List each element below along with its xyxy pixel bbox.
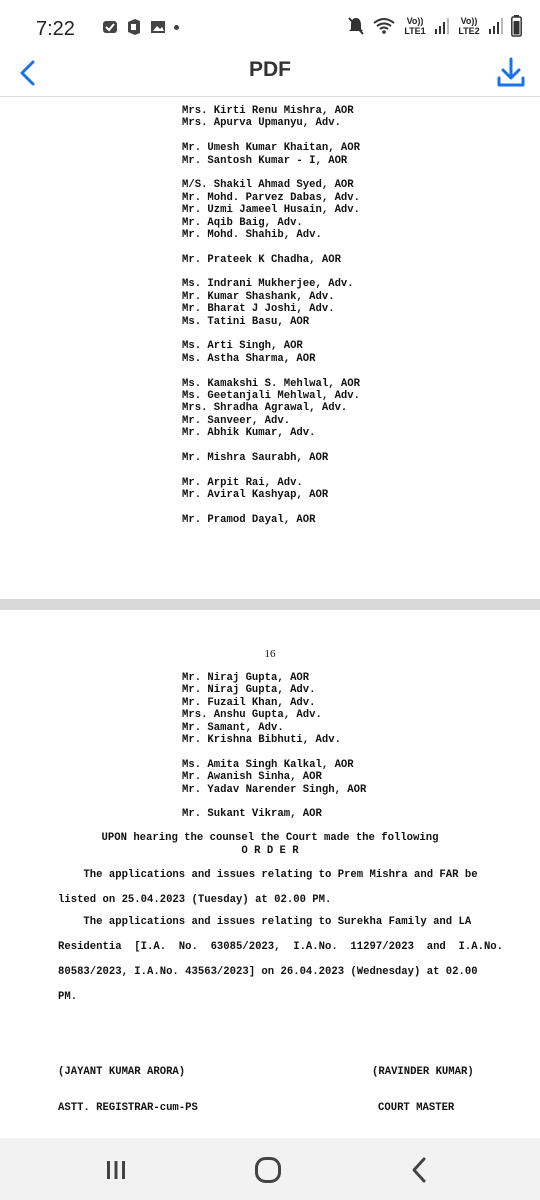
- counsel-name: Mr. Sukant Vikram, AOR: [182, 808, 322, 821]
- counsel-list: [182, 105, 360, 539]
- counsel-group: [182, 142, 360, 167]
- counsel-group: [182, 672, 366, 746]
- paragraph-line: The applications and issues relating to Prem Mishra and FAR be: [58, 869, 478, 881]
- signature-left: [58, 1042, 198, 1138]
- counsel-group: [182, 514, 360, 526]
- counsel-name: Mr. Bharat J Joshi, Adv.: [182, 303, 335, 316]
- counsel-name: Mr. Prateek K Chadha, AOR: [182, 253, 341, 266]
- counsel-group: [182, 278, 360, 328]
- pdf-page[interactable]: [0, 610, 540, 1138]
- app-bar: [0, 52, 540, 97]
- counsel-name: Ms. Amita Singh Kalkal, AOR: [182, 758, 354, 771]
- counsel-name: Mr. Awanish Sinha, AOR: [182, 771, 322, 784]
- counsel-name: Mr. Samant, Adv.: [182, 721, 284, 734]
- counsel-name: Mr. Mohd. Shahib, Adv.: [182, 228, 322, 241]
- paragraph-line: The applications and issues relating to Surekha Family and LA: [58, 916, 472, 928]
- paragraph-line: Residentia [I.A. No. 63085/2023, I.A.No. 11297/2023 and I.A.No.: [58, 941, 504, 953]
- download-icon[interactable]: [492, 54, 530, 92]
- signature-title: COURT MASTER: [378, 1102, 455, 1114]
- pdf-page[interactable]: [0, 97, 540, 599]
- counsel-group: [182, 378, 360, 440]
- signature-name: (RAVINDER KUMAR): [372, 1066, 474, 1078]
- battery-icon: [511, 15, 522, 37]
- order-paragraph: [58, 916, 504, 1016]
- counsel-name: Mrs. Shradha Agrawal, Adv.: [182, 402, 348, 415]
- counsel-group: [182, 452, 360, 464]
- status-system-icons: [347, 15, 522, 37]
- counsel-name: Ms. Arti Singh, AOR: [182, 340, 303, 353]
- counsel-name: Mrs. Kirti Renu Mishra, AOR: [182, 105, 354, 117]
- counsel-name: Mr. Niraj Gupta, AOR: [182, 672, 310, 684]
- signature-right: [372, 1042, 474, 1138]
- counsel-name: Mrs. Anshu Gupta, Adv.: [182, 709, 322, 722]
- counsel-list: [182, 672, 366, 833]
- counsel-group: [182, 179, 360, 241]
- wifi-icon: [373, 17, 395, 35]
- counsel-group: [182, 759, 366, 796]
- paragraph-line: listed on 25.04.2023 (Tuesday) at 02.00 PM.: [58, 894, 332, 906]
- counsel-name: Mr. Sanveer, Adv.: [182, 414, 291, 427]
- counsel-name: Mr. Aqib Baig, Adv.: [182, 216, 303, 229]
- counsel-group: [182, 808, 366, 820]
- counsel-group: [182, 254, 360, 266]
- counsel-name: Mr. Mishra Saurabh, AOR: [182, 451, 329, 464]
- counsel-name: Mr. Niraj Gupta, Adv.: [182, 684, 316, 697]
- counsel-name: Mr. Santosh Kumar - I, AOR: [182, 154, 348, 167]
- counsel-name: Mr. Arpit Rai, Adv.: [182, 476, 303, 489]
- sim1-label: Vo)) LTE1: [404, 16, 426, 36]
- gallery-icon: [150, 18, 166, 36]
- counsel-name: Ms. Astha Sharma, AOR: [182, 352, 316, 365]
- app-notification-icon: [102, 18, 118, 36]
- office-icon: [126, 18, 142, 36]
- status-notification-icons: [102, 18, 179, 36]
- counsel-group: [182, 340, 360, 365]
- home-icon[interactable]: [248, 1150, 288, 1190]
- counsel-name: Mr. Yadav Narender Singh, AOR: [182, 783, 367, 796]
- counsel-name: Mr. Uzmi Jameel Husain, Adv.: [182, 204, 361, 217]
- counsel-name: Ms. Kamakshi S. Mehlwal, AOR: [182, 377, 361, 390]
- counsel-name: Mr. Pramod Dayal, AOR: [182, 513, 316, 526]
- more-dot-icon: [174, 25, 179, 30]
- counsel-name: Mr. Mohd. Parvez Dabas, Adv.: [182, 191, 361, 204]
- order-heading: O R D E R: [241, 845, 299, 857]
- counsel-name: Mr. Kumar Shashank, Adv.: [182, 290, 335, 303]
- order-paragraph: [58, 869, 500, 919]
- signature-title: ASTT. REGISTRAR-cum-PS: [58, 1102, 198, 1114]
- counsel-name: Mr. Umesh Kumar Khaitan, AOR: [182, 142, 361, 155]
- counsel-name: Ms. Geetanjali Mehlwal, Adv.: [182, 389, 361, 402]
- system-nav-bar: [0, 1138, 540, 1200]
- recent-apps-icon[interactable]: [96, 1150, 136, 1190]
- counsel-name: Ms. Indrani Mukherjee, Adv.: [182, 278, 354, 291]
- signal-icon: [489, 17, 503, 35]
- counsel-group: [182, 105, 360, 130]
- page-separator: [0, 599, 540, 610]
- counsel-name: Mr. Fuzail Khan, Adv.: [182, 696, 316, 709]
- status-bar: [0, 0, 540, 52]
- page-title: PDF: [249, 58, 291, 81]
- counsel-name: Mr. Krishna Bibhuti, Adv.: [182, 733, 341, 746]
- signal-icon: [435, 17, 449, 35]
- order-intro: UPON hearing the counsel the Court made the following: [101, 832, 439, 844]
- nav-back-icon[interactable]: [400, 1150, 440, 1190]
- mute-icon: [347, 16, 365, 36]
- counsel-name: Mr. Aviral Kashyap, AOR: [182, 489, 329, 502]
- counsel-group: [182, 477, 360, 502]
- counsel-name: Mrs. Apurva Upmanyu, Adv.: [182, 117, 341, 130]
- paragraph-line: 80583/2023, I.A.No. 43563/2023] on 26.04.2023 (Wednesday) at 02.00: [58, 966, 478, 978]
- signature-name: (JAYANT KUMAR ARORA): [58, 1066, 186, 1078]
- paragraph-line: PM.: [58, 991, 78, 1003]
- counsel-name: M/S. Shakil Ahmad Syed, AOR: [182, 179, 354, 192]
- counsel-name: Mr. Abhik Kumar, Adv.: [182, 427, 316, 440]
- sim2-label: Vo)) LTE2: [458, 16, 480, 36]
- counsel-name: Ms. Tatini Basu, AOR: [182, 315, 310, 328]
- page-number: 16: [264, 648, 276, 660]
- status-time: 7:22: [36, 18, 75, 40]
